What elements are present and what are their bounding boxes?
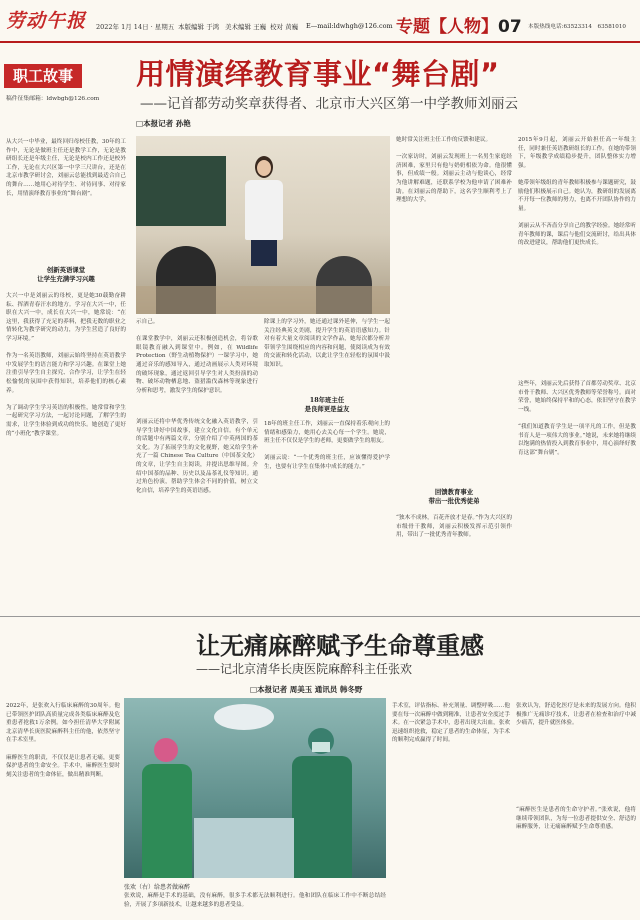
story1-col4b: “独木不成林，百花齐放才是春。”作为大兴区的市级骨干教师，刘丽云积极发挥示范引领作用，带出了一批优秀青年教师。 bbox=[396, 515, 512, 539]
story1-headline: 用情演绎教育事业“舞台剧” bbox=[136, 57, 500, 91]
doctor-figure bbox=[142, 738, 192, 878]
story1-byline: □本报记者 孙艳 bbox=[136, 119, 191, 128]
date-line: 2022年 1月 14日 · 星期五 bbox=[96, 23, 175, 31]
editor-credit: 本版编辑 于鸿 bbox=[178, 23, 220, 31]
patient-bed bbox=[194, 818, 294, 878]
phone-line: 本版热线电话:63523314 63581010 bbox=[528, 24, 626, 30]
story1-col4: 她时常关注班主任工作的反馈和建议。 一次家访时，刘丽云发现班上一名男生家庭经济困难，家里只有他与奶奶相依为命。他很懂事，但成绩一般。刘丽云主动与他谈心，经常为他讲解难题，还联系学校为他申请了困难补助。在刘丽云的帮助下，这名学生顺利考上了理想的大学。 bbox=[396, 137, 512, 204]
designer-credit: 美术编辑 王巍 bbox=[225, 23, 267, 31]
story1-col2: 示自己。 在课堂教学中，刘丽云还积极创造机会，将谷歌眼镜教育融入到课堂中。例如，在 Wildlife Protection（野生动植物保护）一课学习中，她通过音乐的感知导入，通过动画展示人类对环境的破坏现象，通过返回引导学生对人类扮演的动物、破坏动物栖息地、盗猎滥伐森林等现象进行分析和思考，激发学生的保护意识。 bbox=[136, 319, 258, 394]
story1-subhead: ——记首都劳动奖章获得者、北京市大兴区第一中学教师刘丽云 bbox=[140, 96, 518, 112]
email-credit: E—mail:ldwhgh@126.com bbox=[306, 22, 393, 30]
chalkboard bbox=[136, 156, 226, 226]
story2-byline: □本报记者 周美玉 通讯员 韩冬野 bbox=[250, 685, 363, 694]
newspaper-logo: 劳动午报 bbox=[6, 10, 87, 32]
page-number: 07 bbox=[498, 17, 522, 37]
story1-lead: 从大兴一中毕业，最终回归母校任教，30年的工作中，无论是做班主任还是教学工作，无论是教研组长还是年级主任，无论是校内工作还是校外工作，无论在大兴区第一中学三尺讲台，还是在北京市教学研讨会，刘丽云总能找到最适合自己的舞台……她用心对待学生、对待同事、对待家长，用情演绎教育事业的“舞台剧”。 bbox=[6, 139, 126, 197]
story-divider bbox=[0, 616, 640, 617]
story1-col5: 2015年9月起，刘丽云开始担任高一年级主任，同时兼任英语教研组长的工作。在她的带领下，年级教学成绩稳步提升，团队整体实力增强。 她带领年级组的青年教师积极参与课题研究，鼓励他们积极展示自己。她认为，教研组的发展离不开每一位教师的努力，也离不开团队协作的力量。 刘丽云从不吝啬分享自己的教学经验。她经常听青年教师的课，课后与他们交流研讨，给出具体的改进建议，帮助他们更快成长。 bbox=[518, 137, 636, 247]
doctor-figure bbox=[292, 728, 352, 878]
story2-col5: “麻醉医生是患者的生命守护者。”张欢说，他将继续带领团队，为每一位患者提供安全、舒适的麻醉服务，让无痛麻醉赋予生命尊重感。 bbox=[516, 807, 636, 831]
story2-col1: 2022年，是张欢入行临床麻醉的30周年。他已带领医护团队高质量完成各类临床麻醉及危重患者抢救1万余例。如今担任清华大学附属北京清华长庚医院麻醉科主任的他，依然坚守在手术室里。 麻醉医生的职责，不仅仅是让患者无痛，更要保护患者的生命安全。手术中，麻醉医生要时刻关注患者的生命体征，做出精准判断。 bbox=[6, 703, 120, 778]
section-tag: 【人物】 bbox=[430, 17, 498, 37]
story1-col3: 除课上的学习外，她还通过课外延伸，与学生一起关注经典英文美剧，提升学生的英语语感知力。针对有着大量文章阅读的文学作品，她每次都分析并带领学生围绕相应的内容和问题，使阅读成为有效的交流和转化活动，以此让学生在轻松的氛围中汲取知识。 bbox=[264, 319, 390, 368]
story1-photo bbox=[136, 136, 390, 314]
story1-col3b: 18年的班主任工作，刘丽云一直保持着乐观向上的情绪和感染力，她用心去关心每一个学生。她说，班主任不仅仅是学生的老师，更要做学生的朋友。 刘丽云说：“一个优秀的班主任，应该懂得爱护学生，也要有让学生在集体中成长的能力。” bbox=[264, 421, 390, 470]
story1-subhead-1: 创新英语课堂 让学生充满学习兴趣 bbox=[37, 266, 95, 283]
submission-email: 稿件征集邮箱：ldwbgh@126.com bbox=[6, 96, 100, 102]
story1-subhead-3: 回馈教育事业 带出一批优秀徒弟 bbox=[428, 488, 480, 505]
story2-caption: 张欢（右）给患者做麻醉 bbox=[124, 884, 191, 891]
desk bbox=[136, 286, 390, 314]
surgery-lamp bbox=[214, 704, 274, 730]
story1-subhead-2: 18年班主任 是良师更是益友 bbox=[304, 396, 350, 413]
story1-col5b: 这些年，刘丽云先后获得了首都劳动奖章、北京市骨干教师、大兴区优秀教师等荣誉称号。面对荣誉，她始终保持平和的心态，依旧坚守在教学一线。 “我们知道教育学生是一项平凡的工作，但是教书育人是一项伟大的事业。”她说，未来她将继续以饱满的热情投入到教育事业中，用心演绎好教育这部“舞台剧”。 bbox=[518, 381, 636, 456]
section-label bbox=[396, 12, 522, 37]
story2-col4: 张欢认为，舒适化医疗是未来的发展方向。他积极推广无痛诊疗技术，让患者在检查和治疗中减少痛苦，提升就医体验。 bbox=[516, 703, 636, 727]
story2-headline: 让无痛麻醉赋予生命尊重感 bbox=[196, 632, 484, 660]
story2-col2: 张欢说，麻醉是手术的基础，没有麻醉，很多手术都无法顺利进行。他和团队在临床工作中不断总结经验，开展了多项新技术，让越来越多的患者受益。 bbox=[124, 893, 386, 908]
story1-col2b: 刘丽云还将中华优秀传统文化融入英语教学，引导学生讲好中国故事，建立文化自信。有个单元的话题中有两篇文章，分别介绍了中英两国的茶文化。为了拓展学生的文化视野，她又给学生补充了一篇 Chinese Tea Culture（中国茶文化）的文章，让学生自主阅读，并提出思维导图。介绍中国茶的品种、历史以及品茶礼仪等知识。通过角色扮演，帮助学生体会不同的价值，树立文化自信，培养学生的英语语感。 bbox=[136, 419, 258, 494]
column-badge: 职工故事 bbox=[4, 64, 82, 88]
section-name: 专题 bbox=[396, 17, 430, 37]
story2-col3: 手术室，评估指标、补充剂量、调整呼吸……他要在每一次麻醉中做到精准，让患者安全度过手术。在一次紧急手术中，患者出现大出血，张欢迅速组织抢救，稳定了患者的生命体征，为手术的顺利完成赢得了时间。 bbox=[392, 703, 510, 744]
teacher-figure bbox=[241, 156, 287, 266]
masthead bbox=[0, 0, 640, 44]
masthead-rule bbox=[0, 41, 640, 43]
story2-photo bbox=[124, 698, 386, 878]
proof-credit: 校对 黄巍 bbox=[270, 23, 299, 31]
story2-subhead: ——记北京清华长庚医院麻醉科主任张欢 bbox=[196, 662, 413, 676]
story1-col1: 大兴一中是刘丽云的母校，更是她30载勤奋耕耘、挥洒青春汗水的地方。学习在大兴一中，任职在大兴一中，成长在大兴一中，她常说：“在这里，我获得了充足的养料，把我无数的职业之情转化为教学研究的动力，为学生营造了良好的学习环境。” 作为一名英语教师，刘丽云始终坚持在英语教学中发展学生的语言能力和学习兴趣。在课堂上她注重引导学生自主探究、合作学习，让学生在轻松愉悦的氛围中获得知识，培养他们的核心素养。 为了调动学生学习英语的积极性，她常常和学生一起研究学习方法，一起讨论问题，了解学生的需求，让学生体验到成功的快乐。她创造了更好的“小班化”教学课堂。 bbox=[6, 293, 126, 437]
